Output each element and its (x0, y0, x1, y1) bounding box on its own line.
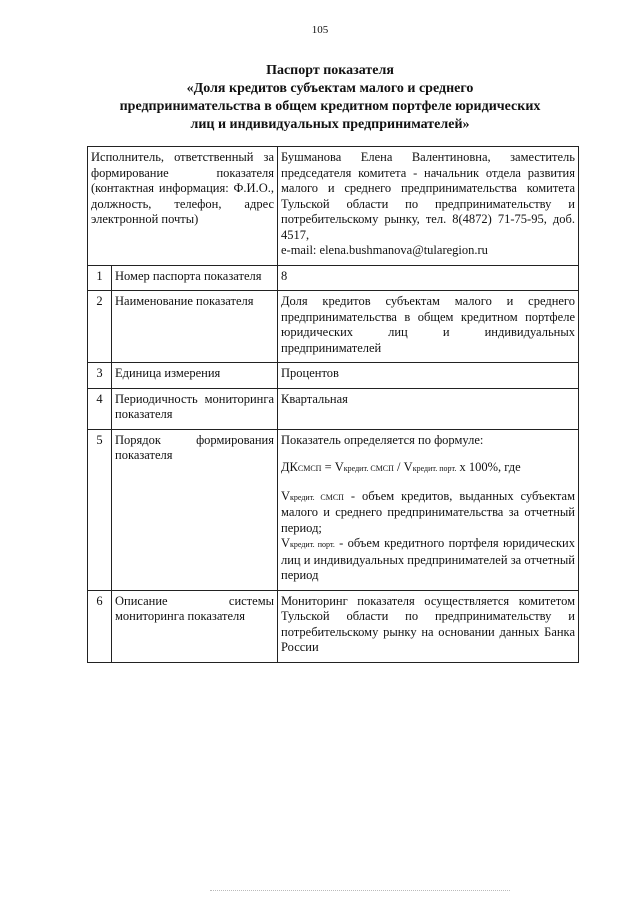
def1-sub: кредит. СМСП (290, 492, 344, 502)
row-number: 5 (88, 429, 112, 590)
row-number: 3 (88, 363, 112, 389)
formula-v2: V (403, 460, 413, 474)
executor-email: e-mail: elena.bushmanova@tularegion.ru (281, 243, 488, 257)
document-title (80, 62, 580, 134)
row-number: 6 (88, 590, 112, 662)
formula-v1: V (334, 460, 344, 474)
formula-intro: Показатель определяется по формуле: (281, 432, 484, 447)
def2-symbol: V (281, 536, 291, 550)
formula-dk: ДК (281, 460, 298, 474)
row-number: 2 (88, 291, 112, 363)
formula-v2-sub: кредит. порт. (412, 464, 457, 473)
row-value: Мониторинг показателя осуществляется комитетом Тульской области по предпринимательству и потребительскому рынку на основании данных Банка России (278, 590, 579, 662)
formula-v1-sub: кредит. СМСП (343, 464, 394, 473)
executor-info: Бушманова Елена Валентиновна, заместитель председателя комитета - начальник отдела развития малого и среднего предпринимательства комитета Тульской области по предпринимательству и потребительскому рынку, тел. 8(4872) 71-75-95, доб. 4517, (281, 150, 575, 242)
row-number: 1 (88, 265, 112, 291)
table-row (88, 590, 579, 662)
row-number: 4 (88, 388, 112, 429)
page-number: 105 (311, 24, 329, 36)
table-row-executor (88, 147, 579, 266)
table-row (88, 388, 579, 429)
definition-2 (281, 536, 575, 584)
executor-label: Исполнитель, ответственный за формирование показателя (контактная информация: Ф.И.О., должность, телефон, адрес электронной почты) (88, 147, 278, 266)
row-value: Доля кредитов субъектам малого и среднего предпринимательства в общем кредитном портфеле юридических лиц и индивидуальных предпринимателей (278, 291, 579, 363)
passport-table (87, 146, 579, 663)
title-line-3: предпринимательства в общем кредитном портфеле юридических (119, 99, 541, 114)
table-row (88, 265, 579, 291)
formula-cell (278, 429, 579, 590)
formula (281, 460, 575, 477)
formula-tail: х 100%, где (456, 460, 521, 474)
def1-symbol: V (281, 488, 291, 503)
table-row (88, 291, 579, 363)
row-label: Единица измерения (112, 363, 278, 389)
formula-definitions (281, 489, 575, 584)
def2-sub: кредит. порт. (290, 540, 335, 549)
title-line-1: Паспорт показателя (266, 63, 394, 78)
row-label: Номер паспорта показателя (112, 265, 278, 291)
formula-slash: / (393, 460, 404, 474)
formula-dk-sub: СМСП (297, 464, 322, 473)
definition-1 (281, 489, 575, 537)
table-row (88, 429, 579, 590)
title-line-4: лиц и индивидуальных предпринимателей» (190, 117, 470, 132)
title-line-2: «Доля кредитов субъектам малого и среднего (186, 81, 474, 96)
executor-value (278, 147, 579, 266)
row-value: Квартальная (278, 388, 579, 429)
row-label: Порядок формирования показателя (112, 429, 278, 590)
def1-text: - объем кредитов, выданных субъектам малого и среднего предпринимательства за отчетный период; (281, 488, 575, 535)
row-label: Описание системы мониторинга показателя (112, 590, 278, 662)
row-label: Периодичность мониторинга показателя (112, 388, 278, 429)
def2-text: - объем кредитного портфеля юридических лиц и индивидуальных предпринимателей за отчетный период (281, 536, 575, 582)
formula-eq: = (321, 460, 335, 474)
scan-artifact-dots (210, 890, 510, 892)
table-row (88, 363, 579, 389)
row-value: Процентов (278, 363, 579, 389)
row-value: 8 (278, 265, 579, 291)
row-label: Наименование показателя (112, 291, 278, 363)
